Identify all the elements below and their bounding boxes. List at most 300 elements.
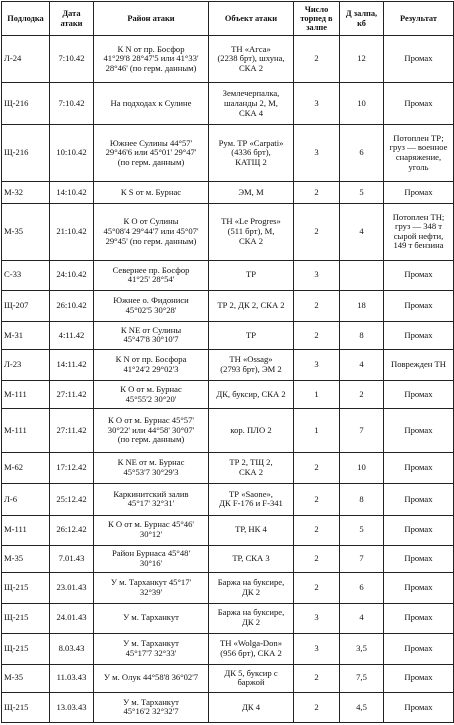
column-header-object: Объект атаки <box>209 2 294 36</box>
distance-cell <box>340 260 384 290</box>
date-cell <box>50 322 94 350</box>
result-cell <box>384 633 454 664</box>
submarine-cell <box>2 322 50 350</box>
torpedoes-cell <box>294 290 340 321</box>
object-cell-text: ТН «Wolga-Don» (956 брт), СКА 2 <box>219 638 283 658</box>
area-cell-text: Каркинитский залив 45°17' 32°31' <box>113 488 189 509</box>
table-header-row <box>2 2 454 36</box>
object-cell-text: ТН «Ossag» (2793 брт), ЭМ 2 <box>220 354 282 375</box>
torpedoes-cell-text: 3 <box>314 269 319 280</box>
area-cell-text: К NE от Сулины 45°47'8 30°10'7 <box>120 324 182 345</box>
submarine-cell <box>2 83 50 125</box>
area-cell-text: Севернее пр. Босфор 41°25' 28°54' <box>112 264 190 285</box>
submarine-cell <box>2 260 50 290</box>
table-row <box>2 322 454 350</box>
date-cell-text: 13.03.43 <box>56 701 87 712</box>
object-cell <box>209 515 294 545</box>
torpedoes-cell <box>294 408 340 452</box>
table-row <box>2 408 454 452</box>
area-cell-text: К NE от м. Бурнас 45°53'7 30°29'3 <box>117 457 185 478</box>
object-cell <box>209 322 294 350</box>
result-cell <box>384 381 454 409</box>
date-cell-text: 11.03.43 <box>56 672 87 683</box>
table-row <box>2 290 454 321</box>
result-cell-text: Промах <box>404 701 433 712</box>
distance-cell-text: 10 <box>357 462 366 473</box>
submarine-cell <box>2 349 50 380</box>
submarine-cell <box>2 664 50 692</box>
torpedoes-cell <box>294 125 340 182</box>
column-header-submarine: Подлодка <box>2 2 50 36</box>
result-cell <box>384 203 454 260</box>
object-cell <box>209 125 294 182</box>
object-cell-text: ТР, СКА 3 <box>232 553 270 564</box>
result-cell-text: Промах <box>404 269 433 280</box>
distance-cell-text: 8 <box>359 329 364 340</box>
table-row <box>2 36 454 83</box>
result-cell-text: Промах <box>404 186 433 197</box>
area-cell <box>94 692 209 722</box>
date-cell <box>50 349 94 380</box>
date-cell <box>50 260 94 290</box>
torpedoes-cell-text: 2 <box>314 53 319 64</box>
object-cell-text: ДК, буксир, СКА 2 <box>216 388 286 399</box>
table-row <box>2 515 454 545</box>
date-cell-text: 26:12.42 <box>56 524 87 535</box>
table-row <box>2 692 454 722</box>
area-cell <box>94 349 209 380</box>
date-cell <box>50 83 94 125</box>
result-cell-text: Потоплен ТН; груз — 348 т сырой нефти, 149 т бензина <box>392 211 445 251</box>
distance-cell-text: 5 <box>359 524 364 535</box>
result-cell <box>384 36 454 83</box>
distance-cell <box>340 36 384 83</box>
object-cell <box>209 381 294 409</box>
distance-cell <box>340 633 384 664</box>
object-cell-text: ТР <box>245 329 257 340</box>
distance-cell-text: 8 <box>359 493 364 504</box>
result-cell-text: Промах <box>404 98 433 109</box>
result-cell <box>384 573 454 603</box>
area-cell-text: К О от Сулины 45°08'4 29°44'7 или 45°07' 29°45' (по герм. данным) <box>103 216 199 246</box>
object-cell <box>209 484 294 515</box>
result-cell-text: Промах <box>404 388 433 399</box>
table-row <box>2 203 454 260</box>
torpedoes-cell <box>294 381 340 409</box>
date-cell <box>50 203 94 260</box>
submarine-cell <box>2 290 50 321</box>
result-cell-text: Потоплен ТР; груз — военное снаряжение, уголь <box>389 132 448 172</box>
distance-cell-text: 12 <box>357 53 366 64</box>
torpedoes-cell-text: 2 <box>314 493 319 504</box>
result-cell-text: Промах <box>404 462 433 473</box>
object-cell <box>209 290 294 321</box>
torpedoes-cell <box>294 484 340 515</box>
date-cell-text: 8.03.43 <box>58 642 85 653</box>
torpedoes-cell-text: 2 <box>314 701 319 712</box>
result-cell <box>384 484 454 515</box>
distance-cell-text: 2 <box>359 388 364 399</box>
torpedoes-cell <box>294 349 340 380</box>
area-cell-text: У м. Тарханкут 45°17'7 32°33' <box>123 638 179 658</box>
column-header-torpedoes: Число торпед в залпе <box>294 2 340 36</box>
submarine-cell-text: М-31 <box>4 329 24 340</box>
column-header-area: Район атаки <box>94 2 209 36</box>
distance-cell-text: 4 <box>359 612 364 623</box>
object-cell <box>209 452 294 483</box>
area-cell-text: К О от м. Бурнас 45°55'2 30°20' <box>120 383 182 404</box>
submarine-cell-text: М-111 <box>4 424 27 435</box>
object-cell-text: ТР <box>245 269 257 280</box>
area-cell <box>94 260 209 290</box>
result-cell <box>384 408 454 452</box>
date-cell-text: 14:10.42 <box>56 186 87 197</box>
date-cell-text: 26:10.42 <box>56 300 87 311</box>
table-row <box>2 83 454 125</box>
object-cell <box>209 181 294 203</box>
area-cell <box>94 484 209 515</box>
result-cell <box>384 452 454 483</box>
torpedoes-cell-text: 3 <box>314 359 319 370</box>
distance-cell <box>340 290 384 321</box>
submarine-cell <box>2 203 50 260</box>
area-cell <box>94 181 209 203</box>
area-cell-text: У м. Олук 44°58'8 36°02'7 <box>103 672 199 683</box>
date-cell <box>50 573 94 603</box>
object-cell-text: Рум. ТР «Carpati» (4336 брт), КАТЩ 2 <box>218 137 284 167</box>
date-cell <box>50 545 94 573</box>
torpedoes-cell-text: 2 <box>314 524 319 535</box>
torpedoes-cell-text: 3 <box>314 612 319 623</box>
area-cell <box>94 381 209 409</box>
torpedoes-cell <box>294 181 340 203</box>
result-cell <box>384 83 454 125</box>
result-cell-text: Промах <box>404 642 433 653</box>
distance-cell-text: 4 <box>359 226 364 237</box>
result-cell-text: Промах <box>404 329 433 340</box>
distance-cell-text: 4,5 <box>356 701 367 712</box>
result-cell <box>384 349 454 380</box>
date-cell <box>50 290 94 321</box>
distance-cell-text: 5 <box>359 186 364 197</box>
torpedoes-cell-text: 3 <box>314 147 319 158</box>
result-cell-text: Поврежден ТН <box>391 359 446 370</box>
result-cell <box>384 125 454 182</box>
date-cell-text: 14:11.42 <box>56 359 87 370</box>
result-cell <box>384 545 454 573</box>
distance-cell <box>340 484 384 515</box>
distance-cell <box>340 322 384 350</box>
result-cell <box>384 664 454 692</box>
distance-cell <box>340 408 384 452</box>
submarine-cell <box>2 603 50 633</box>
area-cell <box>94 83 209 125</box>
area-cell-text: К N от пр. Босфор 41°29'8 28°47'5 или 41°33' 28°46' (по герм. данным) <box>103 43 199 74</box>
distance-cell <box>340 349 384 380</box>
table-body <box>2 36 454 723</box>
submarine-cell <box>2 515 50 545</box>
result-cell-text: Промах <box>404 582 433 593</box>
result-cell-text: Промах <box>404 672 433 683</box>
table-row <box>2 603 454 633</box>
torpedoes-cell <box>294 83 340 125</box>
submarine-cell-text: М-35 <box>4 672 24 683</box>
object-cell-text: ТР 2, ДК 2, СКА 2 <box>217 300 285 311</box>
distance-cell-text: 4 <box>359 359 364 370</box>
table-row <box>2 484 454 515</box>
object-cell <box>209 603 294 633</box>
area-cell <box>94 125 209 182</box>
date-cell-text: 23.01.43 <box>56 582 87 593</box>
distance-cell-text: 7 <box>359 424 364 435</box>
table-row <box>2 545 454 573</box>
distance-cell <box>340 83 384 125</box>
result-cell <box>384 603 454 633</box>
distance-cell <box>340 692 384 722</box>
date-cell <box>50 633 94 664</box>
date-cell-text: 10:10.42 <box>56 147 87 158</box>
date-cell-text: 21:10.42 <box>56 226 87 237</box>
submarine-cell-text: Щ-207 <box>4 300 29 311</box>
area-cell-text: Южнее о. Фидониси 45°02'5 30°28' <box>113 295 189 315</box>
object-cell <box>209 349 294 380</box>
area-cell <box>94 290 209 321</box>
object-cell-text: ЭМ, М <box>238 186 264 197</box>
area-cell <box>94 633 209 664</box>
torpedoes-cell-text: 2 <box>314 553 319 564</box>
submarine-cell <box>2 408 50 452</box>
distance-cell-text: 3,5 <box>356 642 367 653</box>
result-cell <box>384 260 454 290</box>
torpedoes-cell <box>294 203 340 260</box>
area-cell-text: Южнее Сулины 44°57' 29°46'6 или 45°01' 29°47' (по герм. данным) <box>105 137 197 167</box>
submarine-cell-text: Л-23 <box>4 359 22 370</box>
torpedoes-cell-text: 2 <box>314 300 319 311</box>
date-cell-text: 27:11.42 <box>56 388 87 399</box>
torpedoes-cell-text: 2 <box>314 226 319 237</box>
area-cell-text: На подходах к Сулине <box>110 98 192 109</box>
table-row <box>2 260 454 290</box>
result-cell-text: Промах <box>404 493 433 504</box>
date-cell-text: 7:10.42 <box>58 53 85 64</box>
result-cell <box>384 322 454 350</box>
date-cell-text: 24:10.42 <box>56 269 87 280</box>
area-cell <box>94 408 209 452</box>
submarine-cell <box>2 125 50 182</box>
date-cell <box>50 381 94 409</box>
area-cell-text: У м. Тарханкут 45°16'2 32°32'7 <box>123 696 179 717</box>
object-cell <box>209 408 294 452</box>
object-cell <box>209 83 294 125</box>
object-cell <box>209 545 294 573</box>
torpedoes-cell <box>294 633 340 664</box>
date-cell-text: 7:10.42 <box>58 98 85 109</box>
column-header-date: Дата атаки <box>50 2 94 36</box>
distance-cell <box>340 181 384 203</box>
area-cell-text: К О от м. Бурнас 45°57' 30°22' или 44°58' 30°07' (по герм. данным) <box>107 415 195 445</box>
submarine-cell-text: Щ-216 <box>4 98 29 109</box>
result-cell-text: Промах <box>404 524 433 535</box>
area-cell <box>94 573 209 603</box>
table-row <box>2 381 454 409</box>
area-cell <box>94 36 209 83</box>
area-cell-text: Район Бурнаса 45°48' 30°16' <box>111 548 191 568</box>
table-row <box>2 573 454 603</box>
area-cell <box>94 452 209 483</box>
submarine-cell <box>2 484 50 515</box>
torpedoes-cell <box>294 603 340 633</box>
date-cell-text: 7.01.43 <box>58 553 85 564</box>
submarine-cell-text: Щ-215 <box>4 642 29 653</box>
distance-cell-text: 6 <box>359 582 364 593</box>
torpedoes-cell-text: 1 <box>314 388 319 399</box>
area-cell <box>94 515 209 545</box>
date-cell <box>50 484 94 515</box>
submarine-cell <box>2 573 50 603</box>
table-row <box>2 633 454 664</box>
submarine-cell-text: М-35 <box>4 553 24 564</box>
torpedoes-cell <box>294 515 340 545</box>
date-cell <box>50 452 94 483</box>
distance-cell <box>340 573 384 603</box>
date-cell <box>50 125 94 182</box>
date-cell-text: 4:11.42 <box>58 329 85 340</box>
torpedoes-cell <box>294 545 340 573</box>
date-cell <box>50 181 94 203</box>
distance-cell <box>340 545 384 573</box>
object-cell-text: кор. ПЛО 2 <box>230 424 272 435</box>
table-row <box>2 452 454 483</box>
distance-cell <box>340 203 384 260</box>
distance-cell <box>340 515 384 545</box>
submarine-cell <box>2 633 50 664</box>
date-cell <box>50 603 94 633</box>
distance-cell <box>340 452 384 483</box>
submarine-cell <box>2 36 50 83</box>
area-cell-text: К N от пр. Босфора 41°24'2 29°02'3 <box>115 354 187 375</box>
area-cell-text: У м. Тарханкут 45°17' 32°39' <box>110 577 192 597</box>
table-row <box>2 125 454 182</box>
area-cell <box>94 664 209 692</box>
torpedoes-cell <box>294 452 340 483</box>
column-header-result: Результат <box>384 2 454 36</box>
torpedoes-cell <box>294 664 340 692</box>
object-cell-text: ТН «Le Progres» (511 брт), М, СКА 2 <box>221 216 281 246</box>
object-cell <box>209 36 294 83</box>
result-cell <box>384 692 454 722</box>
area-cell <box>94 322 209 350</box>
object-cell <box>209 664 294 692</box>
area-cell-text: К О от м. Бурнас 45°46' 30°12' <box>108 519 194 540</box>
submarine-cell <box>2 452 50 483</box>
result-cell-text: Промах <box>404 553 433 564</box>
object-cell-text: ТР «Saone», ДК F-176 и F-341 <box>219 488 283 509</box>
distance-cell <box>340 603 384 633</box>
object-cell-text: ТР, НК 4 <box>235 524 267 535</box>
date-cell <box>50 692 94 722</box>
torpedoes-cell-text: 1 <box>314 424 319 435</box>
area-cell <box>94 203 209 260</box>
date-cell-text: 27:11.42 <box>56 424 87 435</box>
result-cell <box>384 515 454 545</box>
submarine-cell-text: С-33 <box>4 269 22 280</box>
distance-cell-text: 7 <box>359 553 364 564</box>
submarine-cell <box>2 692 50 722</box>
object-cell <box>209 633 294 664</box>
object-cell <box>209 573 294 603</box>
date-cell-text: 25:12.42 <box>56 493 87 504</box>
object-cell <box>209 260 294 290</box>
column-header-distance: Д залпа, кб <box>340 2 384 36</box>
table-row <box>2 181 454 203</box>
torpedoes-cell-text: 2 <box>314 672 319 683</box>
torpedoes-cell-text: 2 <box>314 329 319 340</box>
result-cell-text: Промах <box>404 612 433 623</box>
submarine-cell-text: Щ-215 <box>4 582 29 593</box>
submarine-cell-text: М-62 <box>4 462 24 473</box>
result-cell <box>384 181 454 203</box>
torpedoes-cell-text: 3 <box>314 642 319 653</box>
distance-cell-text: 6 <box>359 147 364 158</box>
object-cell-text: ТН «Агса» (2238 брт), шхуна, СКА 2 <box>217 43 285 74</box>
torpedoes-cell <box>294 36 340 83</box>
torpedoes-cell-text: 2 <box>314 186 319 197</box>
object-cell <box>209 692 294 722</box>
area-cell <box>94 545 209 573</box>
result-cell-text: Промах <box>404 53 433 64</box>
date-cell <box>50 515 94 545</box>
table-row <box>2 664 454 692</box>
distance-cell <box>340 664 384 692</box>
torpedoes-cell <box>294 692 340 722</box>
object-cell-text: Баржа на буксире, ДК 2 <box>217 607 285 628</box>
area-cell <box>94 603 209 633</box>
submarine-cell <box>2 181 50 203</box>
object-cell-text: Баржа на буксире, ДК 2 <box>217 577 285 597</box>
object-cell-text: ДК 5, буксир с баржой <box>224 667 278 688</box>
submarine-cell-text: Щ-215 <box>4 612 29 623</box>
table-row <box>2 349 454 380</box>
object-cell <box>209 203 294 260</box>
submarine-cell-text: М-111 <box>4 388 27 399</box>
area-cell-text: К S от м. Бурнас <box>120 186 182 197</box>
submarine-attacks-table <box>1 1 454 723</box>
torpedoes-cell-text: 3 <box>314 98 319 109</box>
distance-cell <box>340 125 384 182</box>
distance-cell-text: 10 <box>357 98 366 109</box>
result-cell <box>384 290 454 321</box>
submarine-cell-text: Щ-215 <box>4 701 29 712</box>
torpedoes-cell <box>294 260 340 290</box>
torpedoes-cell-text: 2 <box>314 462 319 473</box>
submarine-cell-text: М-111 <box>4 524 27 535</box>
date-cell <box>50 408 94 452</box>
submarine-cell-text: Л-6 <box>4 493 17 504</box>
result-cell-text: Промах <box>404 300 433 311</box>
object-cell-text: ТР 2, ТЩ 2, СКА 2 <box>229 457 273 478</box>
date-cell <box>50 664 94 692</box>
object-cell-text: Землечерпалка, шаланды 2, М, СКА 4 <box>222 88 280 118</box>
torpedoes-cell <box>294 573 340 603</box>
distance-cell-text: 7,5 <box>356 672 367 683</box>
distance-cell-text: 18 <box>357 300 366 311</box>
date-cell-text: 24.01.43 <box>56 612 87 623</box>
submarine-cell-text: М-35 <box>4 226 24 237</box>
date-cell <box>50 36 94 83</box>
submarine-cell-text: М-32 <box>4 186 24 197</box>
submarine-cell <box>2 545 50 573</box>
object-cell-text: ДК 4 <box>241 701 261 712</box>
